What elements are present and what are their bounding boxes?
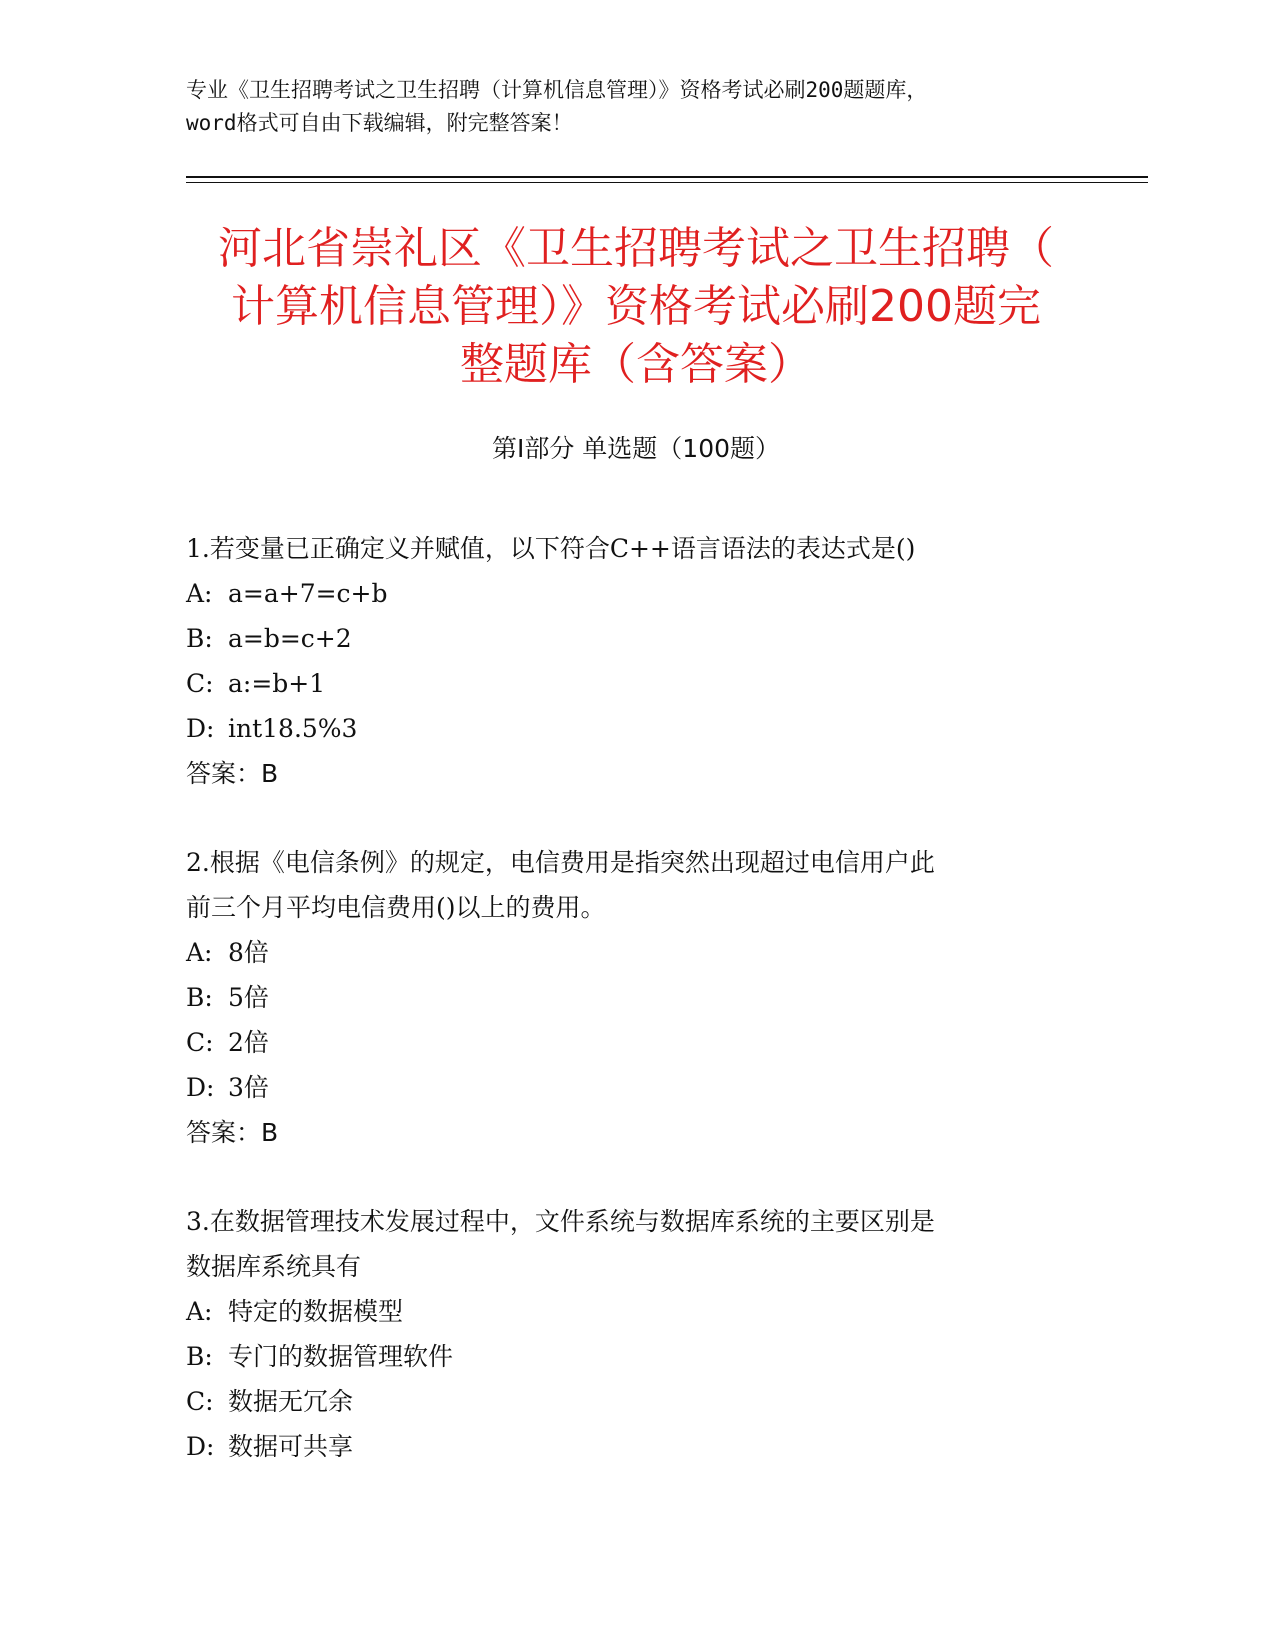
option-key: B: — [186, 1342, 213, 1371]
document-title-line-2: 计算机信息管理）》资格考试必刷200题完 — [231, 281, 1041, 332]
header-note-line-2: word格式可自由下载编辑，附完整答案！ — [186, 111, 573, 135]
option-text: a:=b+1 — [228, 669, 326, 698]
question-item — [186, 1199, 1066, 1469]
option-text: 数据无冗余 — [228, 1387, 354, 1416]
question-option — [186, 1334, 1066, 1379]
question-option — [186, 1424, 1066, 1469]
question-stem-line: 1.若变量已正确定义并赋值，以下符合C++语言语法的表达式是() — [186, 534, 916, 563]
question-stem — [186, 840, 1066, 930]
option-text: 专门的数据管理软件 — [228, 1342, 454, 1371]
header-note-line-1: 专业《卫生招聘考试之卫生招聘（计算机信息管理）》资格考试必刷200题题库， — [186, 78, 928, 102]
option-text: 5倍 — [228, 983, 269, 1012]
document-title-line-3: 整题库（含答案） — [460, 339, 812, 390]
question-answer: 答案：B — [186, 1118, 279, 1147]
option-key: C: — [186, 1387, 214, 1416]
question-stem-line: 数据库系统具有 — [186, 1252, 362, 1281]
header-rule-thick — [186, 176, 1148, 178]
question-item — [186, 840, 1066, 1155]
question-option — [186, 1020, 1066, 1065]
option-key: D: — [186, 1073, 215, 1102]
option-text: a=a+7=c+b — [228, 579, 388, 608]
question-option — [186, 1289, 1066, 1334]
question-option — [186, 571, 1066, 616]
question-stem — [186, 1199, 1066, 1289]
question-option — [186, 706, 1066, 751]
option-text: 2倍 — [228, 1028, 269, 1057]
question-stem — [186, 526, 1066, 571]
option-text: int18.5%3 — [228, 714, 358, 743]
option-key: A: — [186, 1297, 213, 1326]
question-option — [186, 930, 1066, 975]
option-key: D: — [186, 714, 215, 743]
question-option — [186, 1379, 1066, 1424]
option-text: 特定的数据模型 — [228, 1297, 404, 1326]
question-stem-line: 2.根据《电信条例》的规定，电信费用是指突然出现超过电信用户此 — [186, 848, 935, 877]
question-stem-line: 前三个月平均电信费用()以上的费用。 — [186, 893, 606, 922]
question-option — [186, 1065, 1066, 1110]
option-key: B: — [186, 983, 213, 1012]
option-key: B: — [186, 624, 213, 653]
option-text: a=b=c+2 — [228, 624, 352, 653]
option-text: 8倍 — [228, 938, 269, 967]
document-title-line-1: 河北省崇礼区《卫生招聘考试之卫生招聘（ — [218, 223, 1054, 274]
question-option — [186, 975, 1066, 1020]
option-key: C: — [186, 1028, 214, 1057]
header-note — [186, 74, 1086, 140]
option-key: C: — [186, 669, 214, 698]
option-text: 3倍 — [228, 1073, 269, 1102]
question-option — [186, 616, 1066, 661]
option-key: A: — [186, 938, 213, 967]
header-rule-thin — [186, 182, 1148, 183]
option-key: D: — [186, 1432, 215, 1461]
question-answer: 答案：B — [186, 759, 279, 788]
document-title — [186, 220, 1086, 394]
question-stem-line: 3.在数据管理技术发展过程中，文件系统与数据库系统的主要区别是 — [186, 1207, 935, 1236]
question-item — [186, 526, 1066, 796]
question-list — [186, 526, 1066, 1513]
option-key: A: — [186, 579, 213, 608]
option-text: 数据可共享 — [228, 1432, 354, 1461]
question-option — [186, 661, 1066, 706]
section-title: 第Ⅰ部分 单选题（100题） — [491, 434, 781, 463]
